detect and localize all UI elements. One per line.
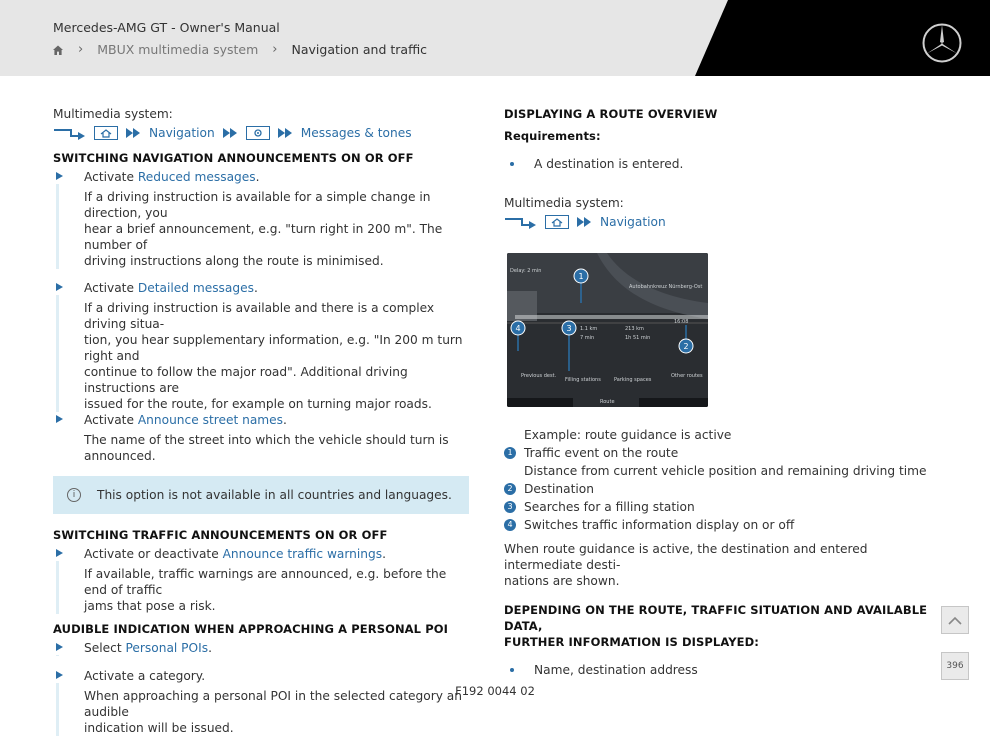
step-text: Activate (84, 170, 138, 184)
step-item (53, 546, 469, 614)
detailed-messages-link[interactable]: Detailed messages (137, 281, 254, 295)
step-item (53, 280, 469, 412)
right-column-bottom (504, 426, 934, 678)
section-heading: AUDIBLE INDICATION WHEN APPROACHING A PERSONAL POI (53, 622, 448, 636)
chevron-up-icon (948, 616, 962, 625)
step-arrow-icon (56, 283, 63, 291)
desc-line: hear a brief announcement, e.g. "turn right in 200 m". The number of (84, 222, 443, 252)
mercedes-star-logo (921, 22, 963, 64)
number-badge: 1 (504, 447, 516, 459)
callout-2: 2 (683, 342, 689, 351)
header-black-band (0, 0, 990, 76)
step-text: Activate (84, 281, 138, 295)
step-item (53, 668, 469, 736)
heading-line: FURTHER INFORMATION IS DISPLAYED: (504, 635, 759, 649)
double-arrow-icon (125, 127, 142, 139)
chevron-right-icon: › (272, 42, 278, 57)
step-description (84, 189, 469, 269)
legend-item: Distance from current vehicle position and remaining driving time (524, 464, 927, 478)
step-arrow-icon (56, 415, 63, 423)
desc-line: tion, you hear supplementary information, e.g. "In 200 m turn right and (84, 333, 463, 363)
legend-text: Switches traffic information display on or off (524, 518, 795, 532)
legend-item (504, 480, 934, 498)
desc-line: indication will be issued. (84, 721, 234, 735)
reduced-messages-link[interactable]: Reduced messages (137, 170, 256, 184)
menu-path (504, 213, 934, 231)
section-heading: SWITCHING TRAFFIC ANNOUNCEMENTS ON OR OFF (53, 528, 388, 542)
arrival-text: 16:08 (674, 319, 689, 325)
step-item (53, 640, 469, 656)
other-routes-button[interactable]: Other routes (671, 373, 703, 379)
desc-line: issued for the route, for example on turning major roads. (84, 397, 432, 411)
number-badge: 4 (504, 519, 516, 531)
number-badge: 3 (504, 501, 516, 513)
legend-text: Destination (524, 482, 594, 496)
step-text: . (283, 413, 287, 427)
step-arrow-icon (56, 643, 63, 651)
step-description (84, 300, 469, 412)
section-heading: SWITCHING NAVIGATION ANNOUNCEMENTS ON OR OFF (53, 151, 414, 165)
navigation-link[interactable]: Navigation (600, 215, 666, 229)
section-heading (504, 602, 934, 650)
step-action (84, 640, 469, 656)
section-heading: DISPLAYING A ROUTE OVERVIEW (504, 107, 718, 121)
paragraph (504, 541, 934, 589)
announce-traffic-warnings-link[interactable]: Announce traffic warnings (222, 547, 383, 561)
double-arrow-icon (222, 127, 239, 139)
step-text: Select (84, 641, 126, 655)
number-badge: 2 (504, 483, 516, 495)
desc-line: continue to follow the major road". Additional driving instructions are (84, 365, 408, 395)
legend-item (504, 444, 934, 462)
callouts (507, 253, 708, 407)
step-bar (56, 295, 59, 412)
info-note (53, 476, 469, 514)
route-overview-screenshot (507, 253, 708, 407)
dist2-text: 213 km (625, 326, 644, 332)
chevron-right-icon: › (78, 42, 84, 57)
home-icon[interactable] (94, 126, 118, 140)
para-line: nations are shown. (504, 574, 620, 588)
personal-pois-link[interactable]: Personal POIs (125, 641, 209, 655)
scroll-up-button[interactable] (941, 606, 969, 634)
requirement-item: A destination is entered. (504, 156, 934, 172)
legend-text: Searches for a filling station (524, 500, 695, 514)
step-item (53, 169, 469, 269)
route-tab[interactable]: Route (600, 399, 615, 405)
double-arrow-icon (277, 127, 294, 139)
step-text: . (382, 547, 386, 561)
step-text: . (255, 170, 260, 184)
desc-line: If a driving instruction is available for a simple change in direction, you (84, 190, 431, 220)
callout-1: 1 (578, 272, 584, 281)
parking-spaces-button[interactable]: Parking spaces (614, 377, 652, 383)
gear-icon[interactable] (246, 126, 270, 140)
step-text: . (253, 281, 258, 295)
page-number: 396 (941, 652, 969, 680)
legend-item (504, 516, 934, 534)
step-arrow-icon (56, 172, 63, 180)
dist1-text: 1.1 km (580, 326, 598, 332)
step-action (84, 412, 469, 428)
home-icon[interactable] (52, 44, 64, 56)
time2-text: 1h 51 min (625, 335, 651, 341)
step-description (84, 566, 469, 614)
delay-text: Delay: 2 min (510, 268, 542, 274)
menu-path (53, 124, 469, 142)
left-column (53, 106, 469, 736)
desc-line: If a driving instruction is available and there is a complex driving situa- (84, 301, 435, 331)
step-bar (56, 561, 59, 614)
breadcrumb-current: Navigation and traffic (291, 42, 428, 57)
figure-caption: Example: route guidance is active (524, 428, 732, 442)
callout-3: 3 (566, 324, 572, 333)
step-arrow-icon (56, 549, 63, 557)
messages-tones-link[interactable]: Messages & tones (300, 126, 412, 140)
navigation-link[interactable]: Navigation (149, 126, 215, 140)
home-icon[interactable] (545, 215, 569, 229)
callout-4: 4 (515, 324, 521, 333)
step-bar (56, 655, 59, 656)
breadcrumb (52, 42, 427, 57)
announce-street-names-link[interactable]: Announce street names (137, 413, 284, 427)
filling-stations-button[interactable]: Filling stations (565, 377, 601, 383)
step-action (84, 546, 469, 562)
system-label: Multimedia system: (504, 196, 624, 210)
previous-dest-button[interactable]: Previous dest. (521, 373, 557, 379)
step-bar (56, 184, 59, 269)
step-action (84, 280, 469, 296)
step-text: . (208, 641, 212, 655)
desc-line: The name of the street into which the vehicle should turn is announced. (84, 433, 449, 463)
double-arrow-icon (576, 216, 593, 228)
path-arrow-icon (504, 215, 538, 229)
step-action (84, 169, 469, 185)
desc-line: If available, traffic warnings are announced, e.g. before the end of traffic (84, 567, 447, 597)
step-action: Activate a category. (84, 669, 206, 683)
legend-item (504, 498, 934, 516)
legend-text: Traffic event on the route (524, 446, 679, 460)
step-text: Activate or deactivate (84, 547, 223, 561)
note-text: This option is not available in all countries and languages. (97, 488, 452, 502)
page-header (0, 0, 990, 76)
heading-line: DEPENDING ON THE ROUTE, TRAFFIC SITUATION AND AVAILABLE DATA, (504, 603, 928, 633)
step-text: Activate (84, 413, 138, 427)
right-column-top (504, 106, 934, 231)
step-arrow-icon (56, 671, 63, 679)
path-arrow-icon (53, 126, 87, 140)
desc-line: jams that pose a risk. (84, 599, 216, 613)
breadcrumb-link[interactable]: MBUX multimedia system (97, 42, 259, 57)
desc-line: driving instructions along the route is minimised. (84, 254, 384, 268)
system-label: Multimedia system: (53, 107, 173, 121)
requirements-label: Requirements: (504, 129, 601, 143)
desc-line: When approaching a personal POI in the selected category an audible (84, 689, 462, 719)
step-item (53, 412, 469, 464)
footer-code: F192 0044 02 (455, 684, 535, 698)
manual-title: Mercedes-AMG GT - Owner's Manual (53, 20, 280, 35)
street-text: Autobahnkreuz Nürnberg-Ost (629, 284, 703, 290)
step-description (84, 432, 469, 464)
info-icon: i (67, 488, 81, 502)
time1-text: 7 min (580, 335, 595, 341)
info-bullet-item: Name, destination address (504, 662, 934, 678)
para-line: When route guidance is active, the destination and entered intermediate desti- (504, 542, 868, 572)
